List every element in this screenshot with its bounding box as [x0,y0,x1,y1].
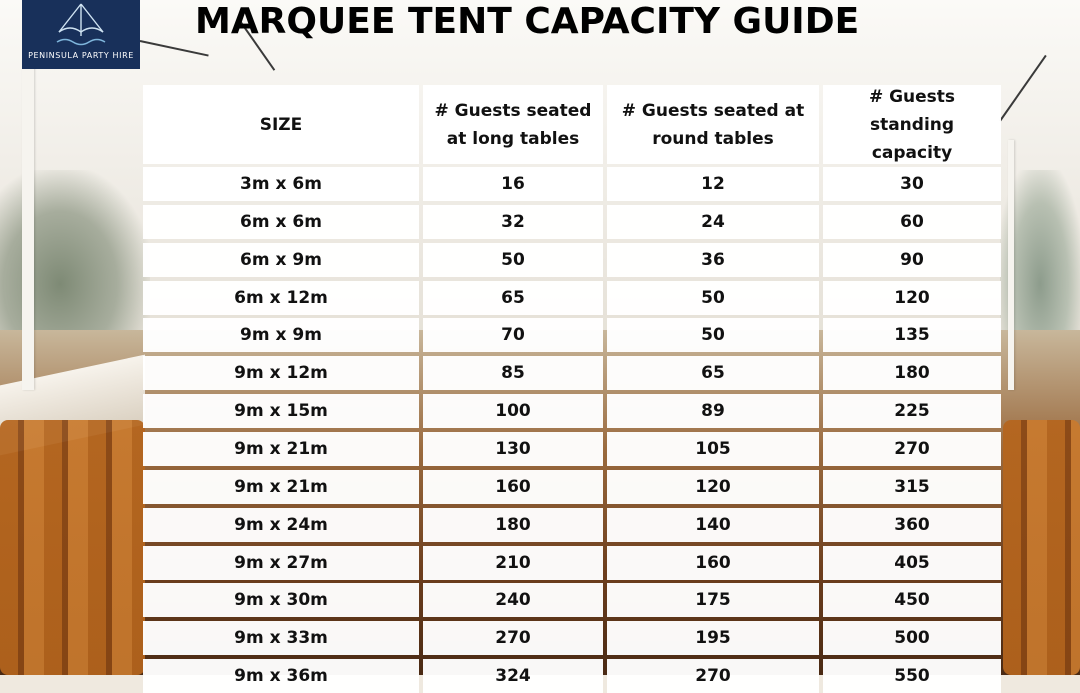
cell-long-tables: 32 [423,205,603,239]
cell-round-tables: 50 [607,281,819,315]
cell-long-tables: 16 [423,167,603,201]
cell-long-tables: 85 [423,356,603,390]
cell-size: 9m x 21m [143,470,419,504]
cell-long-tables: 100 [423,394,603,428]
cell-standing: 60 [823,205,1001,239]
cell-size: 9m x 30m [143,583,419,617]
cell-long-tables: 270 [423,621,603,655]
tent-pole [22,60,34,390]
cell-long-tables: 50 [423,243,603,277]
header-round-tables: # Guests seated at round tables [607,85,819,164]
cell-round-tables: 105 [607,432,819,466]
cell-size: 6m x 9m [143,243,419,277]
cell-standing: 135 [823,318,1001,352]
chairs-left [0,420,145,675]
company-logo [22,0,140,69]
cell-size: 9m x 24m [143,508,419,542]
cell-round-tables: 140 [607,508,819,542]
cell-round-tables: 65 [607,356,819,390]
cell-standing: 500 [823,621,1001,655]
cell-size: 9m x 9m [143,318,419,352]
cell-long-tables: 130 [423,432,603,466]
cell-size: 9m x 12m [143,356,419,390]
cell-size: 9m x 15m [143,394,419,428]
cell-standing: 90 [823,243,1001,277]
cell-round-tables: 50 [607,318,819,352]
header-standing: # Guests standing capacity [823,85,1001,164]
cell-long-tables: 240 [423,583,603,617]
cell-standing: 120 [823,281,1001,315]
cell-long-tables: 70 [423,318,603,352]
cell-size: 3m x 6m [143,167,419,201]
cell-long-tables: 65 [423,281,603,315]
chairs-right [1003,420,1080,675]
page-title: MARQUEE TENT CAPACITY GUIDE [195,1,860,42]
cell-size: 9m x 27m [143,546,419,580]
cell-standing: 30 [823,167,1001,201]
header-long-tables: # Guests seated at long tables [423,85,603,164]
cell-size: 9m x 21m [143,432,419,466]
cell-standing: 225 [823,394,1001,428]
cell-long-tables: 210 [423,546,603,580]
cell-size: 9m x 33m [143,621,419,655]
cell-standing: 315 [823,470,1001,504]
cell-standing: 180 [823,356,1001,390]
cell-standing: 450 [823,583,1001,617]
cell-size: 9m x 36m [143,659,419,693]
tent-pole [1008,140,1014,390]
cell-round-tables: 89 [607,394,819,428]
cell-round-tables: 24 [607,205,819,239]
cell-size: 6m x 6m [143,205,419,239]
cell-long-tables: 324 [423,659,603,693]
cell-round-tables: 270 [607,659,819,693]
cell-round-tables: 160 [607,546,819,580]
cell-standing: 360 [823,508,1001,542]
marquee-tent-icon [55,2,107,48]
cell-round-tables: 12 [607,167,819,201]
cell-standing: 270 [823,432,1001,466]
logo-text: PENINSULA PARTY HIRE [28,51,134,60]
cell-standing: 550 [823,659,1001,693]
cell-round-tables: 195 [607,621,819,655]
cell-long-tables: 160 [423,470,603,504]
cell-long-tables: 180 [423,508,603,542]
cell-size: 6m x 12m [143,281,419,315]
cell-round-tables: 175 [607,583,819,617]
cell-standing: 405 [823,546,1001,580]
header-size: SIZE [143,85,419,164]
cell-round-tables: 120 [607,470,819,504]
cell-round-tables: 36 [607,243,819,277]
